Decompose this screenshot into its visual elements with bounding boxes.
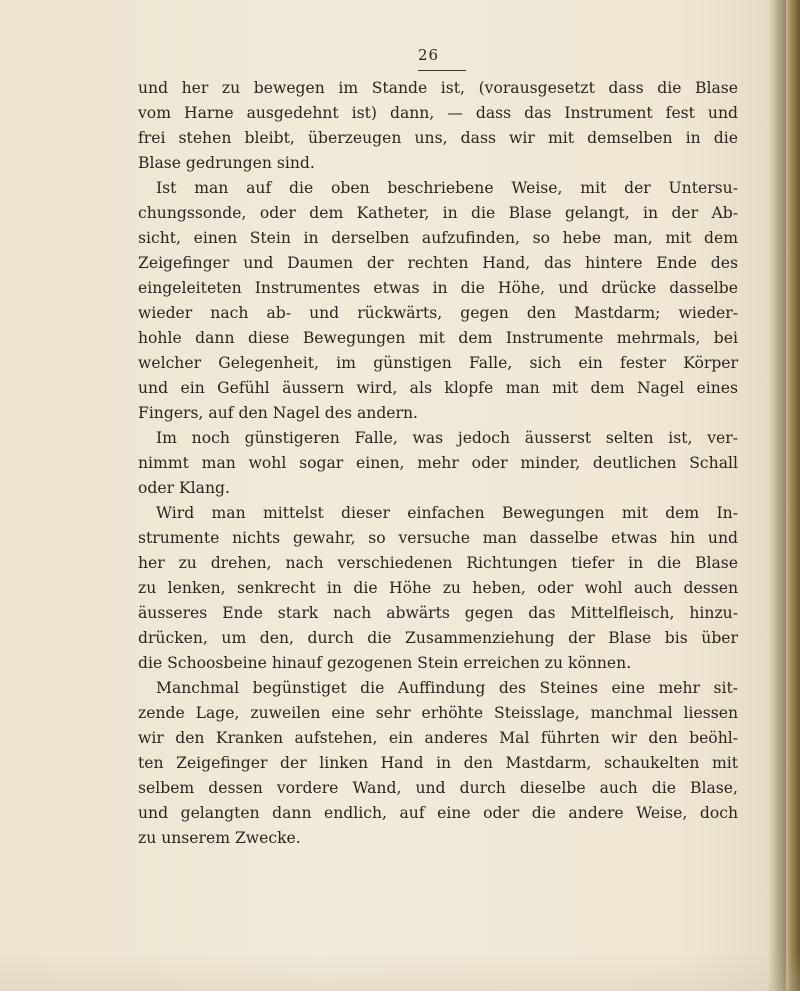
page-edge (786, 0, 800, 991)
text-line: nimmt man wohl sogar einen, mehr oder minder, deutlichen Schall (138, 454, 738, 472)
text-line: sicht, einen Stein in derselben aufzufinden, so hebe man, mit dem (138, 229, 738, 247)
body-text (138, 76, 738, 851)
text-line: frei stehen bleibt, überzeugen uns, dass wir mit demselben in die (138, 129, 738, 147)
text-line: und ein Gefühl äussern wird, als klopfe man mit dem Nagel eines (138, 379, 738, 397)
text-line: und her zu bewegen im Stande ist, (vorausgesetzt dass die Blase (138, 79, 738, 97)
text-line: hohle dann diese Bewegungen mit dem Instrumente mehrmals, bei (138, 329, 738, 347)
text-line: Blase gedrungen sind. (138, 154, 315, 172)
text-line: eingeleiteten Instrumentes etwas in die Höhe, und drücke dasselbe (138, 279, 738, 297)
page-number: 26 (418, 46, 440, 64)
text-line: chungssonde, oder dem Katheter, in die Blase gelangt, in der Ab- (138, 204, 738, 222)
text-line: selbem dessen vordere Wand, und durch dieselbe auch die Blase, (138, 779, 738, 797)
text-line: wieder nach ab- und rückwärts, gegen den Mastdarm; wieder- (138, 304, 738, 322)
text-line: Fingers, auf den Nagel des andern. (138, 404, 418, 422)
text-line: ten Zeigefinger der linken Hand in den Mastdarm, schaukelten mit (138, 754, 738, 772)
text-line: vom Harne ausgedehnt ist) dann, — dass das Instrument fest und (138, 104, 738, 122)
paragraph-start-line: Im noch günstigeren Falle, was jedoch äusserst selten ist, ver- (156, 429, 738, 447)
paragraph-start-line: Ist man auf die oben beschriebene Weise, mit der Untersu- (156, 179, 738, 197)
text-line: welcher Gelegenheit, im günstigen Falle, sich ein fester Körper (138, 354, 738, 372)
text-line: oder Klang. (138, 479, 230, 497)
text-line: strumente nichts gewahr, so versuche man dasselbe etwas hin und (138, 529, 738, 547)
text-line: Zeigefinger und Daumen der rechten Hand, das hintere Ende des (138, 254, 738, 272)
text-line: her zu drehen, nach verschiedenen Richtungen tiefer in die Blase (138, 554, 738, 572)
text-line: und gelangten dann endlich, auf eine oder die andere Weise, doch (138, 804, 738, 822)
page-bottom-shading (0, 951, 800, 991)
text-line: äusseres Ende stark nach abwärts gegen das Mittelfleisch, hinzu- (138, 604, 738, 622)
text-line: drücken, um den, durch die Zusammenziehung der Blase bis über (138, 629, 738, 647)
text-line: die Schoosbeine hinauf gezogenen Stein erreichen zu können. (138, 654, 632, 672)
text-line: zu unserem Zwecke. (138, 829, 301, 847)
text-line: wir den Kranken aufstehen, ein anderes Mal führten wir den beöhl- (138, 729, 738, 747)
paragraph-start-line: Wird man mittelst dieser einfachen Bewegungen mit dem In- (156, 504, 738, 522)
page-number-rule (418, 70, 466, 71)
text-line: zende Lage, zuweilen eine sehr erhöhte Steisslage, manchmal liessen (138, 704, 738, 722)
paragraph-start-line: Manchmal begünstiget die Auffindung des Steines eine mehr sit- (156, 679, 738, 697)
text-line: zu lenken, senkrecht in die Höhe zu heben, oder wohl auch dessen (138, 579, 738, 597)
